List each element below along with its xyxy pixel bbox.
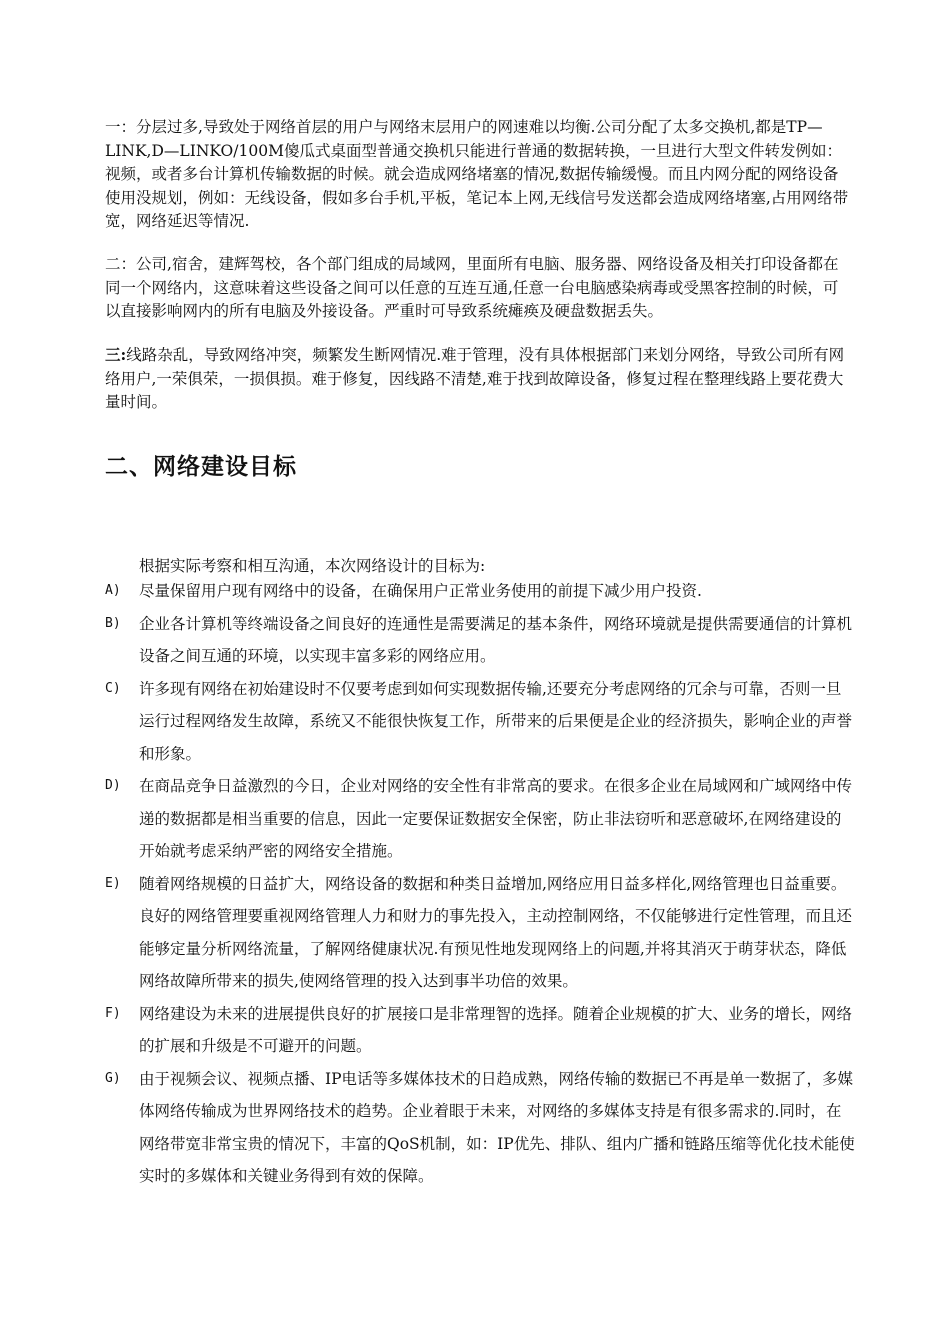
problem-paragraph-1 <box>105 116 850 234</box>
paragraph-text: 分层过多,导致处于网络首层的用户与网络末层用户的网速难以均衡.公司分配了太多交换机,都是TP—LINK,D—LINKO/100M傻瓜式桌面型普通交换机只能进行普通的数据转换，一旦进行大型文件转发例如：视频，或者多台计算机传输数据的时候。就会造成网络堵塞的情况,数据传输缓慢。而且内网分配的网络设备使用没规划，例如：无线设备，假如多台手机,平板，笔记本上网,无线信号发送都会造成网络堵塞,占用网络带宽，网络延迟等情况. <box>105 118 849 230</box>
goal-text: 企业各计算机等终端设备之间良好的连通性是需要满足的基本条件，网络环境就是提供需要通信的计算机设备之间互通的环境，以实现丰富多彩的网络应用。 <box>139 614 853 665</box>
goal-marker: C) <box>105 680 121 696</box>
goal-text: 尽量保留用户现有网络中的设备，在确保用户正常业务使用的前提下减少用户投资. <box>139 582 702 600</box>
goal-item-a <box>105 575 855 608</box>
goal-item-e <box>105 868 855 998</box>
goals-list <box>105 575 855 1193</box>
goal-text: 网络建设为未来的进展提供良好的扩展接口是非常理智的选择。随着企业规模的扩大、业务的增长，网络的扩展和升级是不可避开的问题。 <box>139 1004 853 1055</box>
section-heading: 二、网络建设目标 <box>105 454 297 480</box>
goal-item-b <box>105 608 855 673</box>
paragraph-lead: 一： <box>105 118 137 136</box>
goal-item-f <box>105 998 855 1063</box>
goal-marker: F) <box>105 1005 121 1021</box>
goal-marker: G) <box>105 1070 121 1086</box>
goal-item-g <box>105 1063 855 1193</box>
paragraph-text: 线路杂乱，导致网络冲突，频繁发生断网情况.难于管理，没有具体根据部门来划分网络，导致公司所有网络用户,一荣俱荣，一损俱损。难于修复，因线路不清楚,难于找到故障设备，修复过程在整理线路上要花费大量时间。 <box>105 346 845 411</box>
problem-paragraph-2 <box>105 253 850 324</box>
goal-marker: E) <box>105 875 121 891</box>
goals-intro: 根据实际考察和相互沟通，本次网络设计的目标为: <box>139 557 486 575</box>
goal-marker: A) <box>105 583 121 598</box>
goal-item-d <box>105 770 855 868</box>
paragraph-lead: 二： <box>105 255 137 273</box>
goal-text: 由于视频会议、视频点播、IP电话等多媒体技术的日趋成熟，网络传输的数据已不再是单一数据了，多媒体网络传输成为世界网络技术的趋势。企业着眼于未来，对网络的多媒体支持是有很多需求的.同时，在网络带宽非常宝贵的情况下，丰富的QoS机制，如：IP优先、排队、组内广播和链路压缩等优化技术能使实时的多媒体和关键业务得到有效的保障。 <box>139 1069 855 1185</box>
goal-item-c <box>105 673 855 771</box>
goal-text: 许多现有网络在初始建设时不仅要考虑到如何实现数据传输,还要充分考虑网络的冗余与可靠，否则一旦运行过程网络发生故障，系统又不能很快恢复工作，所带来的后果便是企业的经济损失，影响企业的声誉和形象。 <box>139 679 853 763</box>
goal-marker: B) <box>105 615 121 631</box>
goal-text: 在商品竞争日益激烈的今日，企业对网络的安全性有非常高的要求。在很多企业在局域网和广域网络中传递的数据都是相当重要的信息，因此一定要保证数据安全保密，防止非法窃听和恶意破坏,在网络建设的开始就考虑采纳严密的网络安全措施。 <box>139 777 853 860</box>
paragraph-lead: 三: <box>105 345 127 364</box>
goal-text: 随着网络规模的日益扩大，网络设备的数据和种类日益增加,网络应用日益多样化,网络管理也日益重要。良好的网络管理要重视网络管理人力和财力的事先投入，主动控制网络，不仅能够进行定性管理，而且还能够定量分析网络流量，了解网络健康状况.有预见性地发现网络上的问题,并将其消灭于萌芽状态，降低网络故障所带来的损失,使网络管理的投入达到事半功倍的效果。 <box>139 874 853 990</box>
problem-paragraph-3 <box>105 343 850 415</box>
goal-marker: D) <box>105 778 121 793</box>
paragraph-text: 公司,宿舍，建辉驾校，各个部门组成的局域网，里面所有电脑、服务器、网络设备及相关打印设备都在同一个网络内，这意味着这些设备之间可以任意的互连互通,任意一台电脑感染病毒或受黑客控制的时候，可以直接影响网内的所有电脑及外接设备。严重时可导致系统瘫痪及硬盘数据丢失。 <box>105 255 839 320</box>
